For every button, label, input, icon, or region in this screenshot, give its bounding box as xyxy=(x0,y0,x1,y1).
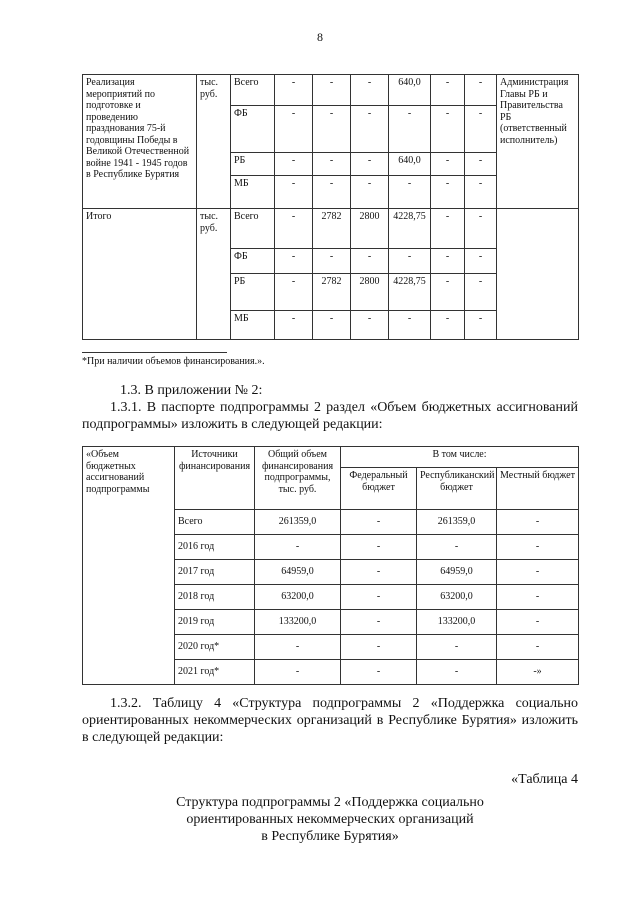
federal-cell: - xyxy=(341,660,417,685)
republic-cell: - xyxy=(417,660,497,685)
total-cell: - xyxy=(255,660,341,685)
header-federal: Федеральный бюджет xyxy=(341,468,417,510)
total-executor xyxy=(497,209,579,340)
header-incl: В том числе: xyxy=(341,447,579,468)
paragraph-1-3-1: 1.3.1. В паспорте подпрограммы 2 раздел «Объем бюджетных ассигнований подпрограммы» изложить в следующей редакции: xyxy=(82,400,578,432)
republic-cell: 133200,0 xyxy=(417,610,497,635)
caption-line: Структура подпрограммы 2 «Поддержка социально xyxy=(176,795,484,810)
period-cell: 2016 год xyxy=(175,535,255,560)
local-cell: - xyxy=(497,610,579,635)
value-cell: 2782 xyxy=(313,209,351,249)
value-cell: 4228,75 xyxy=(389,209,431,249)
value-cell: - xyxy=(351,75,389,106)
value-cell: - xyxy=(465,209,497,249)
value-cell: - xyxy=(431,209,465,249)
table-caption xyxy=(82,794,578,845)
value-cell: - xyxy=(465,311,497,340)
federal-cell: - xyxy=(341,610,417,635)
total-unit: тыс. руб. xyxy=(197,209,231,340)
federal-cell: - xyxy=(341,535,417,560)
value-cell: - xyxy=(275,249,313,274)
value-cell: - xyxy=(431,75,465,106)
value-cell: - xyxy=(275,106,313,153)
source-cell: МБ xyxy=(231,311,275,340)
value-cell: - xyxy=(431,176,465,209)
source-cell: МБ xyxy=(231,176,275,209)
total-cell: 133200,0 xyxy=(255,610,341,635)
period-cell: 2021 год* xyxy=(175,660,255,685)
total-cell: 261359,0 xyxy=(255,510,341,535)
total-name: Итого xyxy=(83,209,197,340)
period-cell: 2019 год xyxy=(175,610,255,635)
source-cell: РБ xyxy=(231,274,275,311)
value-cell: - xyxy=(351,106,389,153)
value-cell: - xyxy=(431,106,465,153)
period-cell: 2017 год xyxy=(175,560,255,585)
value-cell: 4228,75 xyxy=(389,274,431,311)
value-cell: - xyxy=(465,153,497,176)
footnote: *При наличии объемов финансирования.». xyxy=(82,356,265,367)
measure-unit: тыс. руб. xyxy=(197,75,231,209)
value-cell: - xyxy=(275,153,313,176)
value-cell: - xyxy=(389,311,431,340)
total-cell: 64959,0 xyxy=(255,560,341,585)
value-cell: - xyxy=(275,176,313,209)
value-cell: - xyxy=(313,106,351,153)
value-cell: - xyxy=(313,311,351,340)
value-cell: - xyxy=(351,311,389,340)
value-cell: - xyxy=(313,75,351,106)
local-cell: - xyxy=(497,510,579,535)
local-cell: - xyxy=(497,635,579,660)
period-cell: 2018 год xyxy=(175,585,255,610)
local-cell: - xyxy=(497,560,579,585)
value-cell: - xyxy=(351,153,389,176)
value-cell: - xyxy=(313,249,351,274)
source-cell: Всего xyxy=(231,75,275,106)
value-cell: - xyxy=(389,249,431,274)
paragraph-1-3: 1.3. В приложении № 2: xyxy=(120,383,263,398)
republic-cell: - xyxy=(417,535,497,560)
source-cell: Всего xyxy=(231,209,275,249)
total-cell: 63200,0 xyxy=(255,585,341,610)
measure-name: Реализация мероприятий по подготовке и проведению празднования 75-й годовщины Победы в Великой Отечественной войне 1941 - 1945 годов в Республике Бурятия xyxy=(83,75,197,209)
value-cell: - xyxy=(275,311,313,340)
republic-cell: 261359,0 xyxy=(417,510,497,535)
value-cell: - xyxy=(313,176,351,209)
value-cell: 2800 xyxy=(351,209,389,249)
total-cell: - xyxy=(255,535,341,560)
federal-cell: - xyxy=(341,585,417,610)
value-cell: - xyxy=(431,311,465,340)
local-cell: - xyxy=(497,535,579,560)
republic-cell: 64959,0 xyxy=(417,560,497,585)
value-cell: 2782 xyxy=(313,274,351,311)
header-total: Общий объем финансирования подпрограммы, тыс. руб. xyxy=(255,447,341,510)
value-cell: - xyxy=(465,274,497,311)
source-cell: ФБ xyxy=(231,106,275,153)
value-cell: - xyxy=(465,249,497,274)
value-cell: - xyxy=(275,75,313,106)
value-cell: - xyxy=(431,153,465,176)
table-reference: «Таблица 4 xyxy=(511,772,578,787)
caption-line: ориентированных некоммерческих организаций xyxy=(186,812,474,827)
republic-cell: - xyxy=(417,635,497,660)
value-cell: - xyxy=(465,106,497,153)
measure-executor: Администрация Главы РБ и Правительства РБ (ответственный исполнитель) xyxy=(497,75,579,209)
value-cell: - xyxy=(431,274,465,311)
header-source: Источники финансирования xyxy=(175,447,255,510)
value-cell: - xyxy=(389,176,431,209)
paragraph-1-3-2: 1.3.2. Таблицу 4 «Структура подпрограммы 2 «Поддержка социально ориентированных некоммерческих организаций в Республике Бурятия» изложить в следующей редакции: xyxy=(82,696,578,745)
value-cell: - xyxy=(275,209,313,249)
value-cell: - xyxy=(465,176,497,209)
header-republic: Республиканский бюджет xyxy=(417,468,497,510)
federal-cell: - xyxy=(341,635,417,660)
value-cell: - xyxy=(275,274,313,311)
republic-cell: 63200,0 xyxy=(417,585,497,610)
measures-table xyxy=(82,74,579,340)
value-cell: 640,0 xyxy=(389,75,431,106)
federal-cell: - xyxy=(341,560,417,585)
value-cell: 640,0 xyxy=(389,153,431,176)
header-local: Местный бюджет xyxy=(497,468,579,510)
value-cell: - xyxy=(351,249,389,274)
source-cell: РБ xyxy=(231,153,275,176)
local-cell: -» xyxy=(497,660,579,685)
period-cell: 2020 год* xyxy=(175,635,255,660)
period-cell: Всего xyxy=(175,510,255,535)
value-cell: - xyxy=(313,153,351,176)
caption-line: в Республике Бурятия» xyxy=(261,829,399,844)
value-cell: - xyxy=(431,249,465,274)
value-cell: - xyxy=(465,75,497,106)
value-cell: 2800 xyxy=(351,274,389,311)
value-cell: - xyxy=(389,106,431,153)
source-cell: ФБ xyxy=(231,249,275,274)
federal-cell: - xyxy=(341,510,417,535)
budget-table xyxy=(82,446,579,685)
footnote-rule xyxy=(82,352,227,353)
value-cell: - xyxy=(351,176,389,209)
budget-label: «Объем бюджетных ассигнований подпрограммы xyxy=(83,447,175,685)
page-number: 8 xyxy=(317,30,323,44)
local-cell: - xyxy=(497,585,579,610)
total-cell: - xyxy=(255,635,341,660)
